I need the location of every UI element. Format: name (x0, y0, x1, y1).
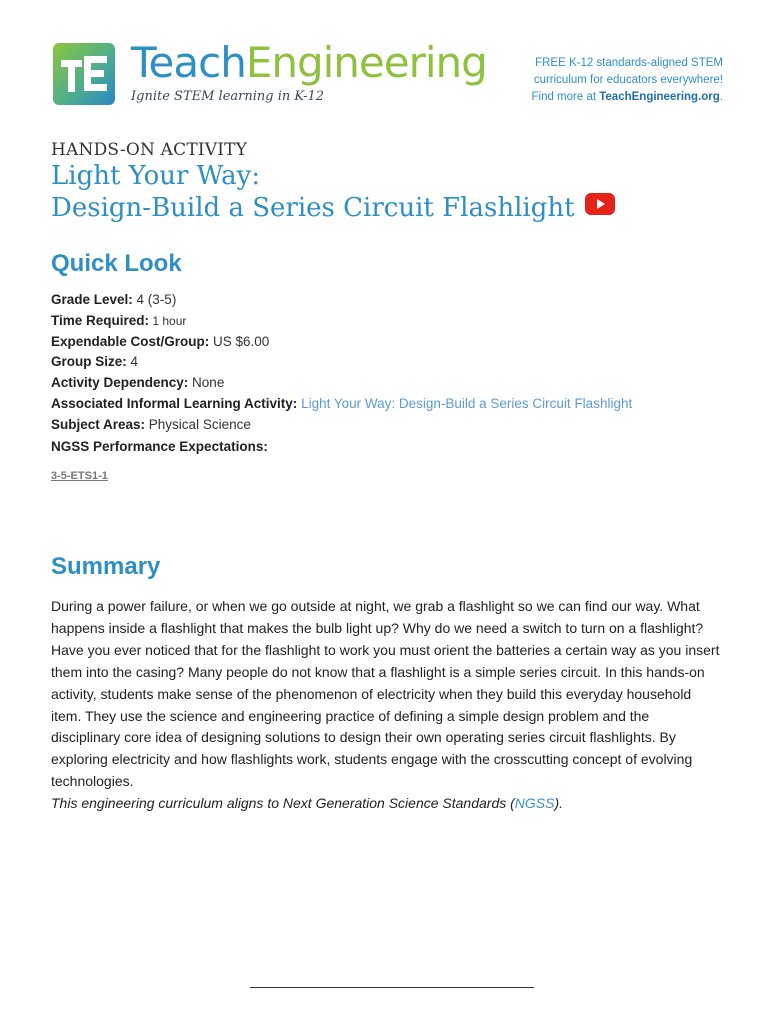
summary-heading: Summary (51, 553, 161, 580)
brand-teach: Teach (131, 38, 246, 87)
activity-kicker: HANDS-ON ACTIVITY (51, 140, 248, 160)
teachengineering-link[interactable]: TeachEngineering.org (599, 91, 720, 103)
footer-divider (250, 987, 534, 988)
ngss-note-prefix: This engineering curriculum aligns to Next Generation Science Standards ( (51, 795, 515, 812)
summary-body (51, 596, 721, 815)
brand-wordmark[interactable] (131, 38, 487, 87)
summary-paragraph: During a power failure, or when we go outside at night, we grab a flashlight so we can find our way. What happens inside a flashlight that makes the bulb light up? Why do we need a switch to turn on a flashlight? Have you ever noticed that for the flashlight to work you must orient the batteries a certain way as you insert them into the casing? Many people do not know that a flashlight is a simple series circuit. In this hands-on activity, students make sense of the phenomenon of electricity when they build this everyday household item. They use the science and engineering practice of defining a simple design problem and the disciplinary core idea of designing solutions to design their own operating series circuit flashlights. By exploring electricity and how flashlights work, students engage with the crosscutting concept of evolving technologies. (51, 598, 720, 790)
cost-value: US $6.00 (209, 333, 270, 349)
quick-look-list (51, 290, 632, 457)
ngss-note-suffix: ). (554, 795, 564, 812)
dependency-label: Activity Dependency: (51, 375, 189, 391)
time-required-value: 1 hour (149, 313, 187, 328)
promo-line-3-prefix: Find more at (531, 91, 600, 103)
promo-line-1: FREE K-12 standards-aligned STEM (535, 57, 723, 69)
brand-block (131, 38, 487, 104)
youtube-icon-svg (585, 193, 615, 215)
dependency-row (51, 373, 632, 394)
subject-areas-value: Physical Science (145, 416, 251, 432)
youtube-play-icon[interactable] (585, 191, 615, 223)
grade-level-label: Grade Level: (51, 292, 133, 307)
group-size-row (51, 352, 632, 373)
title-line-1: Light Your Way: (51, 161, 261, 191)
informal-activity-row (51, 394, 632, 415)
quick-look-heading: Quick Look (51, 250, 182, 277)
group-size-value: 4 (126, 354, 139, 370)
informal-activity-label: Associated Informal Learning Activity: (51, 395, 298, 411)
brand-engineering: Engineering (245, 38, 487, 87)
time-required-label: Time Required: (51, 312, 150, 328)
promo-text (531, 55, 723, 106)
dependency-value: None (188, 375, 225, 391)
title-line-2: Design-Build a Series Circuit Flashlight (51, 193, 575, 223)
ngss-link[interactable]: NGSS (514, 795, 555, 812)
promo-suffix: . (719, 91, 723, 103)
subject-areas-row (51, 415, 632, 436)
informal-activity-link[interactable]: Light Your Way: Design-Build a Series Circuit Flashlight (297, 395, 633, 411)
te-logo-icon (53, 43, 115, 105)
time-required-row (51, 311, 632, 332)
group-size-label: Group Size: (51, 354, 127, 370)
cost-label: Expendable Cost/Group: (51, 333, 210, 349)
activity-title (51, 160, 615, 224)
cost-row (51, 332, 632, 353)
grade-level-value: 4 (3-5) (132, 292, 177, 307)
ngss-standard-link[interactable]: 3-5-ETS1-1 (51, 470, 108, 482)
promo-line-3 (531, 89, 723, 106)
promo-line-2: curriculum for educators everywhere! (533, 74, 723, 86)
ngss-alignment-note (51, 795, 563, 811)
subject-areas-label: Subject Areas: (51, 416, 146, 432)
ngss-expectations-label: NGSS Performance Expectations: (51, 438, 268, 454)
grade-level-row (51, 290, 632, 311)
brand-tagline: Ignite STEM learning in K-12 (131, 89, 325, 104)
page-header (53, 38, 723, 113)
teachengineering-logo-mark[interactable] (53, 43, 115, 105)
